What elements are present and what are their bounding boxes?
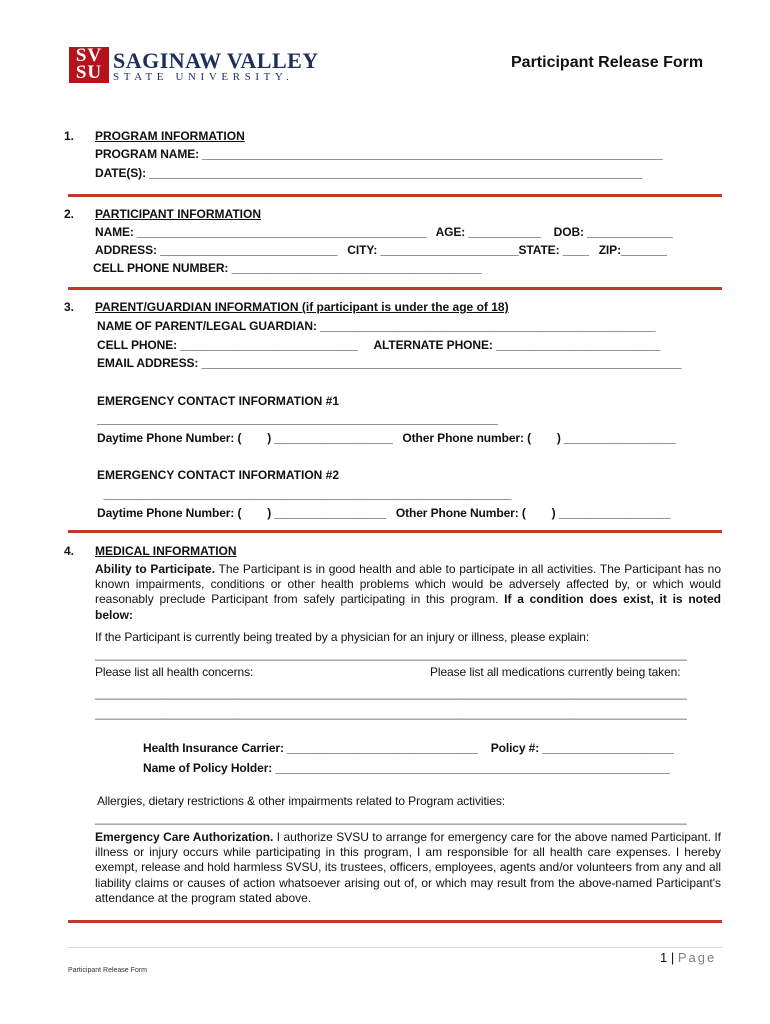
program-name-field[interactable]: PROGRAM NAME: ______________________________________________________________________: [95, 147, 663, 161]
ability-paragraph: [95, 562, 721, 623]
insurance-fields[interactable]: Health Insurance Carrier: _____________________________ Policy #: ____________________: [143, 741, 674, 755]
emergency-contact-2-name-field[interactable]: ______________________________________________________________: [97, 487, 512, 501]
health-answer-line[interactable]: __________________________________________________________________________________________: [95, 686, 687, 700]
emergency-contact-2-phone-fields[interactable]: Daytime Phone Number: ( ) _________________ Other Phone Number: ( ) _________________: [97, 506, 671, 520]
section-divider: [68, 194, 722, 197]
guardian-name-field[interactable]: NAME OF PARENT/LEGAL GUARDIAN: ___________________________________________________: [97, 319, 656, 333]
policy-holder-field[interactable]: Name of Policy Holder: ____________________________________________________________: [143, 761, 670, 775]
section-2-number: 2.: [64, 207, 75, 221]
emergency-contact-1-name-field[interactable]: _____________________________________________________________: [97, 412, 499, 426]
footer-divider: [68, 947, 722, 948]
physician-answer-line[interactable]: __________________________________________________________________________________________: [95, 647, 687, 661]
section-4-heading: MEDICAL INFORMATION: [95, 544, 237, 558]
emergency-contact-2-heading: EMERGENCY CONTACT INFORMATION #2: [97, 468, 340, 482]
page-number-value: 1: [660, 950, 668, 965]
allergies-label: Allergies, dietary restrictions & other impairments related to Program activities:: [97, 794, 505, 808]
health-concerns-label: Please list all health concerns:: [95, 665, 254, 679]
participant-cell-field[interactable]: CELL PHONE NUMBER: ______________________________________: [93, 261, 482, 275]
page-title: Participant Release Form: [511, 54, 704, 71]
page-separator: |: [670, 950, 675, 965]
emergency-care-text: I authorize SVSU to arrange for emergency care for the above named Participant. If illness or injury occurs while participating in this program, I am responsible for all health care expenses. I hereby exempt, release and hold harmless SVSU, its trustees, officers, employees, agents and/or volunteers from any and all liability claims or causes of action whatsoever arising out of, or which may result from the above-named Participant's attendance at the program stated above.: [95, 830, 721, 905]
participant-name-age-dob-fields[interactable]: NAME: ____________________________________________ AGE: ___________ DOB: _____________: [95, 225, 673, 239]
section-1-heading: PROGRAM INFORMATION: [95, 129, 245, 143]
health-answer-line[interactable]: __________________________________________________________________________________________: [95, 706, 687, 720]
guardian-email-field[interactable]: EMAIL ADDRESS: _________________________________________________________________________: [97, 356, 682, 370]
footer-form-name: Participant Release Form: [68, 967, 147, 974]
emergency-care-paragraph: [95, 830, 721, 906]
emergency-contact-1-phone-fields[interactable]: Daytime Phone Number: ( ) __________________ Other Phone number: ( ) _________________: [97, 431, 676, 445]
allergies-answer-line[interactable]: __________________________________________________________________________________________: [95, 811, 687, 825]
ability-text: The Participant is in good health and able to participate in all activities. The Participant has no known impairments, conditions or other health problems which would be adversely affected by, or which would reasonably preclude Participant from safely participating in this program.: [95, 562, 722, 607]
section-divider: [68, 287, 722, 290]
medications-label: Please list all medications currently being taken:: [430, 665, 681, 679]
section-3-number: 3.: [64, 300, 75, 314]
ability-label: Ability to Participate.: [95, 562, 216, 576]
participant-address-fields[interactable]: ADDRESS: ___________________________ CITY: _____________________STATE: ____ ZIP:_______: [95, 243, 667, 257]
section-3-heading: PARENT/GUARDIAN INFORMATION (if participant is under the age of 18): [95, 300, 509, 314]
page-number: [660, 950, 716, 965]
logo-monogram-top: SV: [75, 45, 103, 66]
section-4-number: 4.: [64, 544, 75, 558]
section-divider: [68, 920, 722, 923]
emergency-care-label: Emergency Care Authorization.: [95, 830, 274, 844]
dates-field[interactable]: DATE(S): ___________________________________________________________________________: [95, 166, 643, 180]
ability-condition-note: If a condition does exist, it is noted below:: [95, 592, 721, 622]
logo-subtitle: STATE UNIVERSITY.: [113, 71, 294, 83]
guardian-phone-fields[interactable]: CELL PHONE: ___________________________ ALTERNATE PHONE: _________________________: [97, 338, 661, 352]
section-2-heading: PARTICIPANT INFORMATION: [95, 207, 261, 221]
logo-name: SAGINAW VALLEY: [113, 48, 319, 73]
page-word: Page: [677, 950, 717, 965]
physician-question: If the Participant is currently being treated by a physician for an injury or illness, please explain:: [95, 630, 590, 644]
logo-monogram: [69, 47, 109, 83]
section-1-number: 1.: [64, 129, 75, 143]
emergency-contact-1-heading: EMERGENCY CONTACT INFORMATION #1: [97, 394, 340, 408]
section-divider: [68, 530, 722, 533]
logo-monogram-bottom: SU: [75, 62, 103, 83]
